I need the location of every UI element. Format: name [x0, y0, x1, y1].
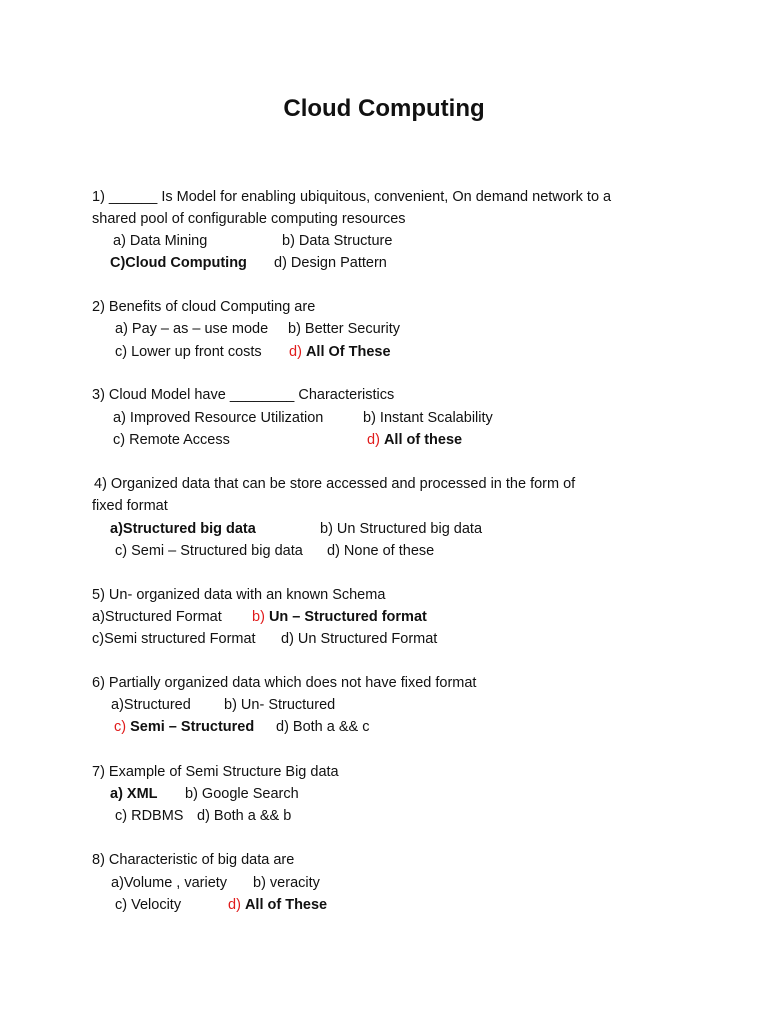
- question-4-line-2: fixed format: [92, 498, 168, 514]
- question-5-option-b-answer: Un – Structured format: [268, 609, 427, 625]
- question-1-option-d: d) Design Pattern: [274, 255, 387, 271]
- question-4-option-b: b) Un Structured big data: [320, 521, 483, 537]
- question-8-option-a: a)Volume , variety: [111, 875, 228, 891]
- question-2-option-c: c) Lower up front costs: [115, 344, 262, 360]
- question-6-line-1: 6) Partially organized data which does not have fixed format: [92, 675, 477, 691]
- question-8-option-c: c) Velocity: [115, 897, 182, 913]
- question-1-line-2: shared pool of configurable computing resources: [92, 211, 406, 227]
- question-7-option-c: c) RDBMS: [115, 808, 184, 824]
- question-5-option-a: a)Structured Format: [92, 609, 222, 625]
- question-5-option-d: d) Un Structured Format: [281, 631, 438, 647]
- question-4-option-a-answer: a)Structured big data: [110, 521, 256, 537]
- question-2-option-a: a) Pay – as – use mode: [115, 321, 269, 337]
- question-4-option-d: d) None of these: [327, 543, 435, 559]
- question-5-option-c: c)Semi structured Format: [92, 631, 256, 647]
- question-3-line-1: 3) Cloud Model have ________ Characteristics: [92, 387, 395, 403]
- question-3-option-d-prefix: d): [367, 432, 380, 448]
- question-8-line-1: 8) Characteristic of big data are: [92, 852, 295, 868]
- question-2-option-d-prefix: d): [289, 344, 302, 360]
- question-4-line-1: 4) Organized data that can be store accessed and processed in the form of: [94, 476, 576, 492]
- question-3-option-d-answer: All of these: [383, 432, 463, 448]
- question-6-option-c-answer: Semi – Structured: [130, 719, 255, 735]
- question-8-option-d-prefix: d): [228, 897, 241, 913]
- question-6-option-d: d) Both a && c: [276, 719, 370, 735]
- question-3-option-c: c) Remote Access: [113, 432, 230, 448]
- question-1-option-a: a) Data Mining: [113, 233, 208, 249]
- question-2-option-b: b) Better Security: [288, 321, 401, 337]
- question-4-option-c: c) Semi – Structured big data: [115, 543, 303, 559]
- question-2-line-1: 2) Benefits of cloud Computing are: [92, 299, 316, 315]
- question-2-option-d-answer: All Of These: [305, 344, 391, 360]
- question-7-option-b: b) Google Search: [185, 786, 299, 802]
- question-1-line-1: 1) ______ Is Model for enabling ubiquitous, convenient, On demand network to a: [92, 189, 612, 205]
- question-6-option-b: b) Un- Structured: [224, 697, 336, 713]
- question-3-option-a: a) Improved Resource Utilization: [113, 410, 324, 426]
- page-title: Cloud Computing: [283, 95, 485, 122]
- question-7-option-a-answer: a) XML: [110, 786, 158, 802]
- question-5-line-1: 5) Un- organized data with an known Schema: [92, 587, 386, 603]
- question-7-line-1: 7) Example of Semi Structure Big data: [92, 764, 339, 780]
- question-6-option-c-prefix: c): [114, 719, 127, 735]
- question-8-option-d-answer: All of These: [244, 897, 328, 913]
- question-8-option-b: b) veracity: [253, 875, 320, 891]
- question-1-option-b: b) Data Structure: [282, 233, 393, 249]
- question-5-option-b-prefix: b): [252, 609, 265, 625]
- question-7-option-d: d) Both a && b: [197, 808, 292, 824]
- question-3-option-b: b) Instant Scalability: [363, 410, 493, 426]
- question-1-option-c-answer: C)Cloud Computing: [110, 255, 247, 271]
- question-6-option-a: a)Structured: [111, 697, 191, 713]
